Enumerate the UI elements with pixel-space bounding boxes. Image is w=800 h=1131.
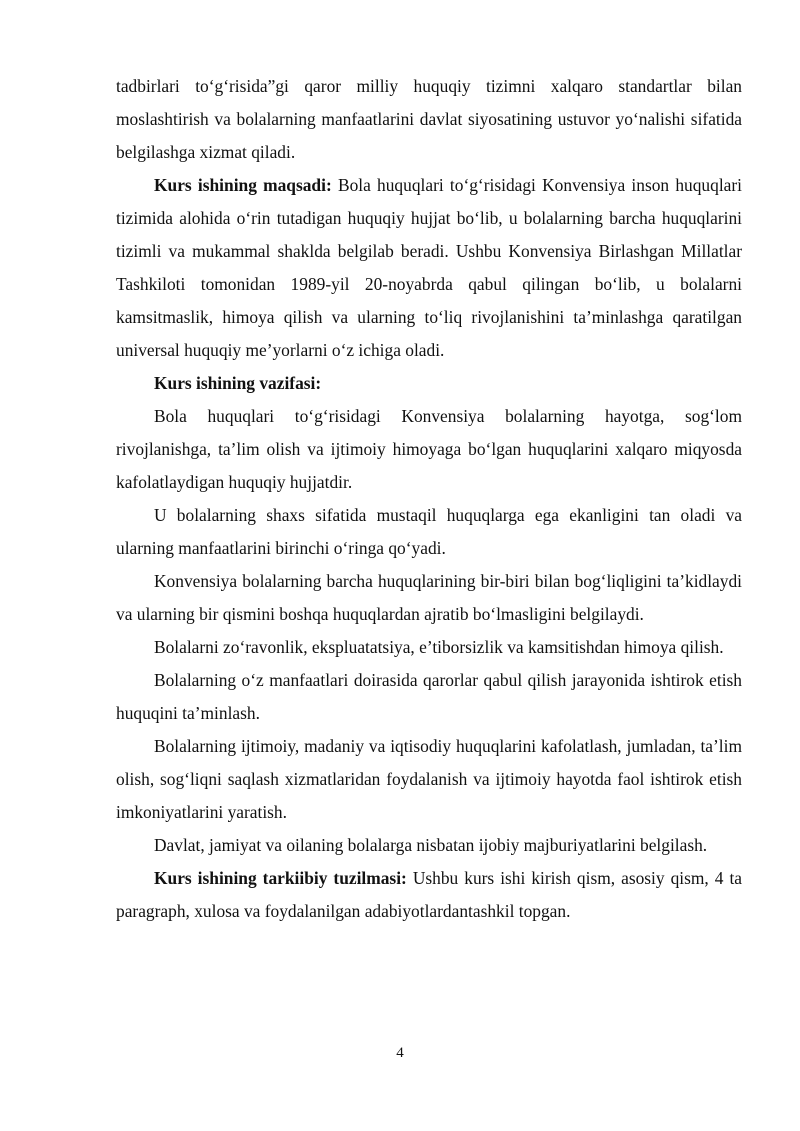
page-number: 4 (396, 1045, 404, 1061)
paragraph-text: Bola huquqlari to‘g‘risidagi Konvensiya inson huquqlari tizimida alohida o‘rin tutadigan huquqiy hujjat bo‘lib, u bolalarning barcha huquqlarini tizimli va mukammal shaklda belgilab beradi. Ushbu Konvensiya Birlashgan Millatlar Tashkiloti tomonidan 1989-yil 20-noyabrda qabul qilingan bo‘lib, u bolalarni kamsitmaslik, himoya qilish va ularning to‘liq rivojlanishini ta’minlashga qaratilgan universal huquqiy me’yorlarni o‘z ichiga oladi. (116, 175, 742, 360)
paragraph-vazifa-2 (116, 499, 742, 565)
paragraph-vazifa-3 (116, 565, 742, 631)
paragraph-text: Bola huquqlari to‘g‘risidagi Konvensiya bolalarning hayotga, sog‘lom rivojlanishga, ta’lim olish va ijtimoiy himoyaga bo‘lgan huquqlarini xalqaro miqyosda kafolatlaydigan huquqiy hujjatdir. (116, 406, 742, 492)
paragraph-kurs-maqsadi (116, 169, 742, 367)
paragraph-text: Bolalarning o‘z manfaatlari doirasida qarorlar qabul qilish jarayonida ishtirok etish huquqini ta’minlash. (116, 670, 742, 723)
paragraph-text: Konvensiya bolalarning barcha huquqlarining bir-biri bilan bog‘liqligini ta’kidlaydi va ularning bir qismini boshqa huquqlardan ajratib bo‘lmasligini belgilaydi. (116, 571, 742, 624)
section-heading-vazifasi: Kurs ishining vazifasi: (154, 373, 322, 393)
paragraph-continuation (116, 70, 742, 169)
paragraph-text: Bolalarning ijtimoiy, madaniy va iqtisodiy huquqlarini kafolatlash, jumladan, ta’lim olish, sog‘liqni saqlash xizmatlaridan foydalanish va ijtimoiy hayotda faol ishtirok etish imkoniyatlarini yaratish. (116, 736, 742, 822)
paragraph-vazifa-5 (116, 664, 742, 730)
paragraph-tarkibiy-tuzilmasi (116, 862, 742, 928)
section-heading-tuzilmasi: Kurs ishining tarkiibiy tuzilmasi: (154, 868, 407, 888)
paragraph-vazifa-6 (116, 730, 742, 829)
paragraph-text: Bolalarni zo‘ravonlik, ekspluatatsiya, e’tiborsizlik va kamsitishdan himoya qilish. (154, 637, 724, 657)
section-heading-maqsadi: Kurs ishining maqsadi: (154, 175, 332, 195)
paragraph-text: U bolalarning shaxs sifatida mustaqil huquqlarga ega ekanligini tan oladi va ularning manfaatlarini birinchi o‘ringa qo‘yadi. (116, 505, 742, 558)
paragraph-text: Ushbu kurs ishi kirish qism, asosiy qism, 4 ta paragraph, xulosa va foydalanilgan adabiyotlardantashkil topgan. (116, 868, 743, 921)
paragraph-vazifa-4 (116, 631, 742, 664)
page-content (116, 70, 742, 928)
paragraph-vazifa-7 (116, 829, 742, 862)
paragraph-text: tadbirlari to‘g‘risida”gi qaror milliy huquqiy tizimni xalqaro standartlar bilan moslashtirish va bolalarning manfaatlarini davlat siyosatining ustuvor yo‘nalishi sifatida belgilashga xizmat qiladi. (116, 76, 742, 162)
paragraph-text: Davlat, jamiyat va oilaning bolalarga nisbatan ijobiy majburiyatlarini belgilash. (154, 835, 708, 855)
paragraph-kurs-vazifasi-heading (116, 367, 742, 400)
paragraph-vazifa-1 (116, 400, 742, 499)
